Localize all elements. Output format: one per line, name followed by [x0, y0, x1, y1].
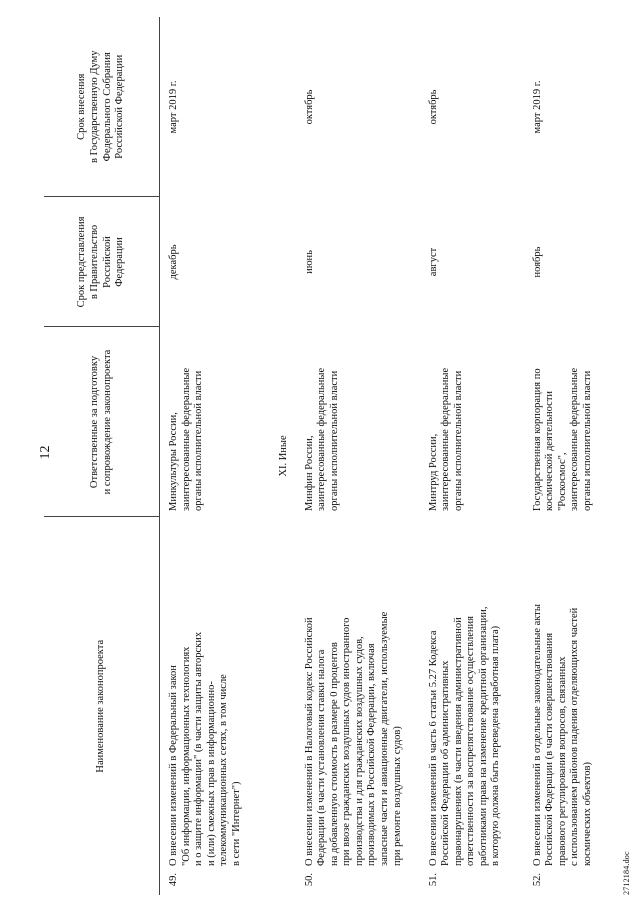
- gov-deadline: июнь: [303, 250, 315, 274]
- bill-responsible: Минтруд России, заинтересованные федеральные органы исполнительной власти: [427, 367, 464, 511]
- section-row: [272, 17, 296, 895]
- bill-title: О внесении изменений в часть 6 статьи 5.27 Кодекса Российской Федерации об административных правонарушениях (в части введения административной ответственности за воспрепятствование осуществления работниками права на изменение кредитной организации, в которую должна быть переведена заработная плата): [427, 606, 502, 866]
- bill-responsible: Минкультуры России, заинтересованные федеральные органы исполнительной власти: [168, 367, 205, 511]
- header-title: Наименование законопроекта: [44, 517, 160, 895]
- bill-title: О внесении изменений в Налоговый кодекс Российской Федерации (в части установления ставки налога на добавленную стоимость в размере 0 процентов при ввозе гражданских воздушных судов иностранного производства и для гражданских воздушных судов, производимых в Российской Федерации, включая запасные части и авиационные двигатели, используемые при ремонте воздушных судов): [303, 611, 403, 866]
- duma-deadline: март 2019 г.: [531, 80, 543, 134]
- table-row: [296, 17, 420, 895]
- page-number: 12: [38, 445, 53, 460]
- gov-deadline: ноябрь: [531, 246, 543, 278]
- duma-deadline: март 2019 г.: [168, 80, 179, 134]
- document-filename: 2712184.doc: [622, 851, 632, 895]
- header-duma-deadline: Срок внесения в Государственную Думу Федерального Собрания Российской Федерации: [44, 17, 160, 197]
- row-number: 52.: [531, 873, 543, 887]
- row-number: 51.: [427, 873, 439, 887]
- gov-deadline: август: [427, 247, 439, 277]
- table-row: [160, 17, 272, 895]
- row-number: 49.: [168, 873, 179, 887]
- bill-title: О внесении изменений в отдельные законодательные акты Российской Федерации (в части совершенствования правового регулирования вопросов, связанных с использованием районов падения отделяющихся частей космических объектов): [531, 604, 593, 866]
- table-row: [524, 17, 620, 895]
- header-gov-deadline: Срок представления в Правительство Российской Федерации: [44, 197, 160, 327]
- bill-responsible: Государственная корпорация по космической деятельности "Роскосмос", заинтересованные федеральные органы исполнительной власти: [531, 367, 593, 511]
- row-number: 50.: [303, 873, 315, 887]
- header-responsible: Ответственные за подготовку и сопровождение законопроекта: [44, 327, 160, 517]
- table-row: [420, 17, 524, 895]
- bill-title: О внесении изменений в Федеральный закон "Об информации, информационных технологиях и о защите информации" (в части защиты авторских и (или) смежных прав в информационно- телекоммуникационных сетях, в том числе в сети "Интернет"): [168, 631, 242, 866]
- gov-deadline: декабрь: [168, 244, 179, 280]
- duma-deadline: октябрь: [303, 89, 315, 125]
- bill-responsible: Минфин России, заинтересованные федеральные органы исполнительной власти: [303, 367, 340, 511]
- duma-deadline: октябрь: [427, 89, 439, 125]
- bills-table: [44, 17, 620, 895]
- section-title: XI. Иные: [277, 435, 289, 477]
- table-header-row: [44, 17, 160, 895]
